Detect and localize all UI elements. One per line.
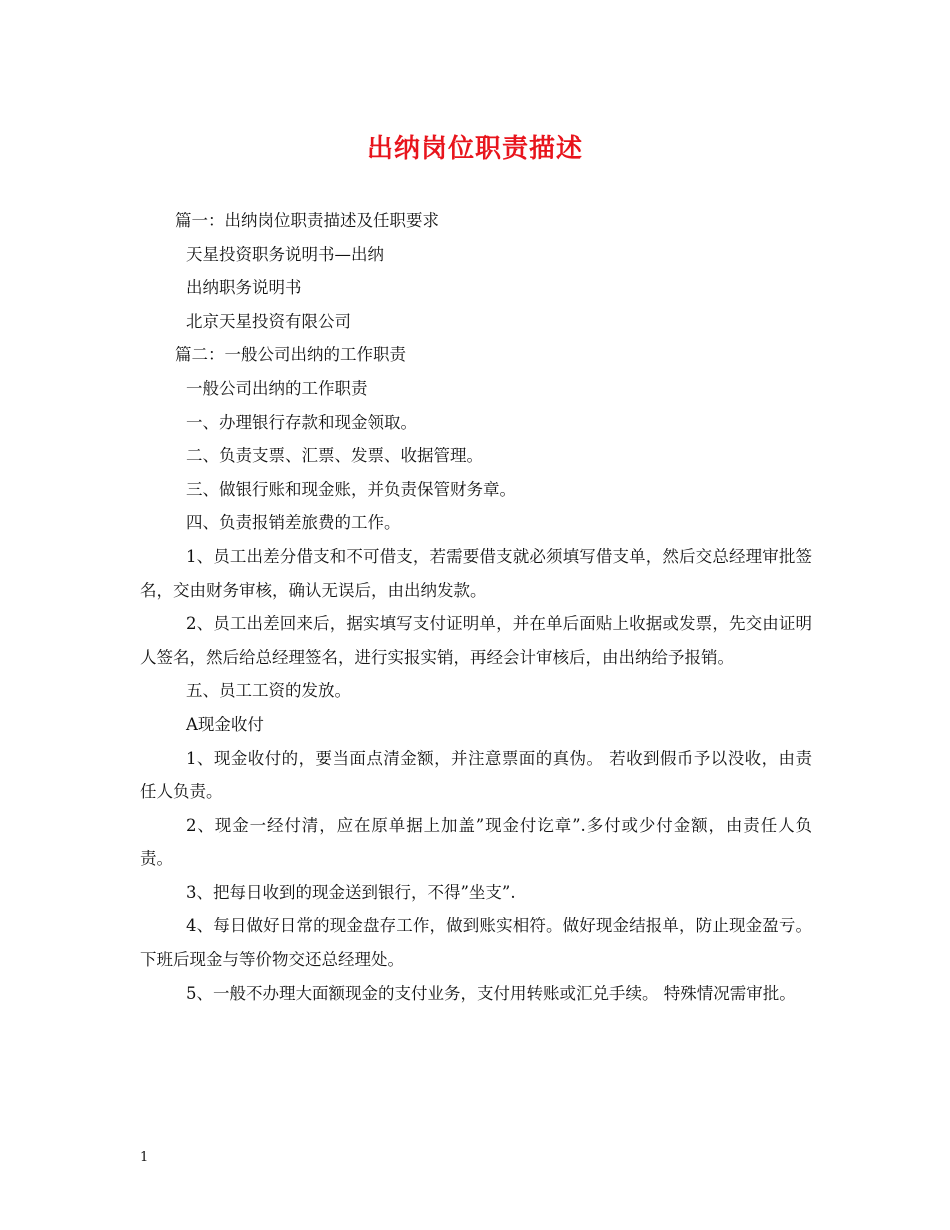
body-paragraph: 二、负责支票、汇票、发票、收据管理。 <box>186 446 483 466</box>
body-paragraph: 天星投资职务说明书—出纳 <box>186 244 384 264</box>
body-paragraph: 1、员工出差分借支和不可借支，若需要借支就必须填写借支单，然后交总经理审批签名，交由财务审核，确认无误后，由出纳发款。 <box>140 546 812 600</box>
body-paragraph: 2、员工出差回来后，据实填写支付证明单，并在单后面贴上收据或发票，先交由证明人签名，然后给总经理签名，进行实报实销，再经会计审核后，由出纳给予报销。 <box>140 614 812 667</box>
body-paragraph: 3、把每日收到的现金送到银行，不得”坐支”. <box>186 882 516 902</box>
body-paragraph: 四、负责报销差旅费的工作。 <box>186 513 401 533</box>
page-number: 1 <box>140 1150 149 1165</box>
body-paragraph: 篇二：一般公司出纳的工作职责 <box>175 345 406 365</box>
body-paragraph: 出纳职务说明书 <box>186 278 302 298</box>
body-paragraph: 五、员工工资的发放。 <box>186 681 351 701</box>
body-paragraph: 5、一般不办理大面额现金的支付业务，支付用转账或汇兑手续。 特殊情况需审批。 <box>186 983 796 1003</box>
body-paragraph: 一、办理银行存款和现金领取。 <box>186 412 417 432</box>
document-title: 出纳岗位职责描述 <box>366 134 583 164</box>
body-paragraph: 篇一：出纳岗位职责描述及任职要求 <box>175 211 439 230</box>
document-body <box>140 204 812 1010</box>
body-paragraph: 4、每日做好日常的现金盘存工作，做到账实相符。做好现金结报单，防止现金盈亏。下班后现金与等价物交还总经理处。 <box>140 916 812 970</box>
body-paragraph: 三、做银行账和现金账，并负责保管财务章。 <box>186 479 516 499</box>
body-paragraph: 北京天星投资有限公司 <box>186 311 351 331</box>
body-paragraph: 一般公司出纳的工作职责 <box>186 378 368 398</box>
body-paragraph: 1、现金收付的，要当面点清金额，并注意票面的真伪。 若收到假币予以没收，由责任人负责。 <box>140 748 812 802</box>
body-paragraph: A现金收付 <box>186 714 264 734</box>
body-paragraph: 2、现金一经付清，应在原单据上加盖”现金付讫章”.多付或少付金额，由责任人负责。 <box>140 815 812 869</box>
